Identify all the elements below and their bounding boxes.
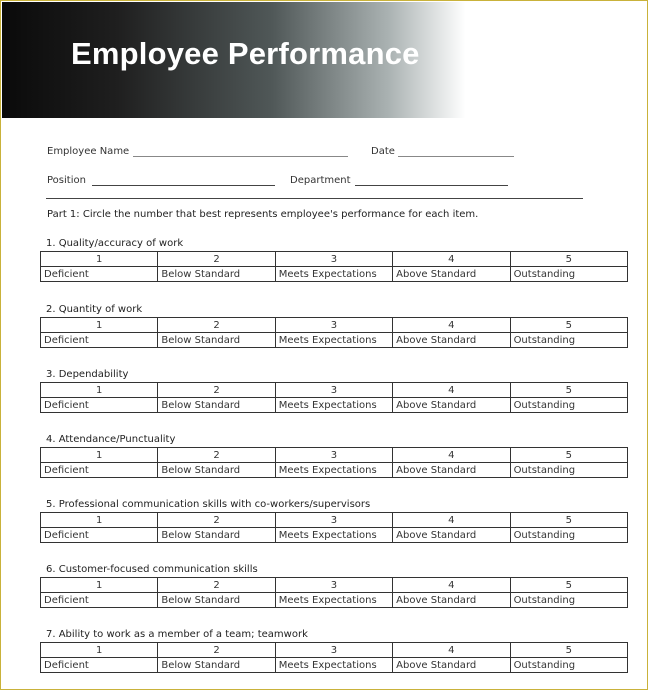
question-section-5 — [40, 498, 630, 543]
rating-option-3[interactable]: 3 — [275, 513, 392, 528]
rating-label-deficient: Deficient — [41, 528, 158, 543]
rating-option-4[interactable]: 4 — [393, 383, 510, 398]
rating-label-outstanding: Outstanding — [510, 463, 627, 478]
rating-option-4[interactable]: 4 — [393, 643, 510, 658]
rating-scale — [40, 512, 628, 543]
rating-option-1[interactable]: 1 — [41, 383, 158, 398]
rating-scale — [40, 642, 628, 673]
rating-label-outstanding: Outstanding — [510, 333, 627, 348]
employee-name-field[interactable] — [133, 156, 348, 157]
question-section-6 — [40, 563, 630, 608]
rating-option-4[interactable]: 4 — [393, 252, 510, 267]
section-divider — [46, 198, 583, 199]
rating-label-outstanding: Outstanding — [510, 658, 627, 673]
question-label: 5. Professional communication skills with co-workers/supervisors — [46, 499, 371, 510]
rating-scale — [40, 317, 628, 348]
rating-label-deficient: Deficient — [41, 463, 158, 478]
question-label: 3. Dependability — [46, 369, 129, 380]
rating-label-outstanding: Outstanding — [510, 398, 627, 413]
rating-option-2[interactable]: 2 — [158, 643, 275, 658]
question-section-2 — [40, 303, 630, 348]
rating-option-1[interactable]: 1 — [41, 448, 158, 463]
rating-label-deficient: Deficient — [41, 267, 158, 282]
position-field[interactable] — [92, 185, 275, 186]
rating-scale — [40, 251, 628, 282]
rating-option-2[interactable]: 2 — [158, 252, 275, 267]
rating-option-5[interactable]: 5 — [510, 318, 627, 333]
rating-option-5[interactable]: 5 — [510, 513, 627, 528]
rating-label-outstanding: Outstanding — [510, 593, 627, 608]
rating-label-deficient: Deficient — [41, 593, 158, 608]
rating-label-outstanding: Outstanding — [510, 267, 627, 282]
rating-option-2[interactable]: 2 — [158, 448, 275, 463]
date-label: Date — [371, 146, 395, 157]
rating-label-below-standard: Below Standard — [158, 267, 275, 282]
rating-option-2[interactable]: 2 — [158, 513, 275, 528]
employee-name-label: Employee Name — [47, 146, 130, 157]
rating-scale — [40, 447, 628, 478]
rating-scale — [40, 382, 628, 413]
rating-label-below-standard: Below Standard — [158, 528, 275, 543]
question-label: 1. Quality/accuracy of work — [46, 238, 184, 249]
rating-scale — [40, 577, 628, 608]
rating-label-meets-expectations: Meets Expectations — [275, 463, 392, 478]
rating-option-3[interactable]: 3 — [275, 448, 392, 463]
department-field[interactable] — [355, 185, 508, 186]
rating-label-meets-expectations: Meets Expectations — [275, 333, 392, 348]
rating-label-meets-expectations: Meets Expectations — [275, 593, 392, 608]
header-banner — [2, 2, 646, 118]
rating-label-above-standard: Above Standard — [393, 333, 510, 348]
rating-option-2[interactable]: 2 — [158, 383, 275, 398]
rating-label-above-standard: Above Standard — [393, 398, 510, 413]
rating-option-2[interactable]: 2 — [158, 578, 275, 593]
rating-label-above-standard: Above Standard — [393, 658, 510, 673]
rating-option-5[interactable]: 5 — [510, 448, 627, 463]
rating-option-5[interactable]: 5 — [510, 643, 627, 658]
rating-label-deficient: Deficient — [41, 658, 158, 673]
date-field[interactable] — [398, 156, 514, 157]
rating-label-below-standard: Below Standard — [158, 398, 275, 413]
rating-option-5[interactable]: 5 — [510, 578, 627, 593]
rating-option-1[interactable]: 1 — [41, 318, 158, 333]
rating-option-5[interactable]: 5 — [510, 383, 627, 398]
rating-option-3[interactable]: 3 — [275, 252, 392, 267]
rating-option-4[interactable]: 4 — [393, 578, 510, 593]
rating-option-1[interactable]: 1 — [41, 252, 158, 267]
rating-label-meets-expectations: Meets Expectations — [275, 528, 392, 543]
rating-label-above-standard: Above Standard — [393, 463, 510, 478]
rating-option-3[interactable]: 3 — [275, 578, 392, 593]
rating-label-outstanding: Outstanding — [510, 528, 627, 543]
rating-label-below-standard: Below Standard — [158, 658, 275, 673]
rating-option-5[interactable]: 5 — [510, 252, 627, 267]
rating-label-meets-expectations: Meets Expectations — [275, 267, 392, 282]
position-label: Position — [47, 175, 86, 186]
rating-option-4[interactable]: 4 — [393, 513, 510, 528]
instructions-text: Part 1: Circle the number that best represents employee's performance for each item. — [47, 209, 479, 220]
rating-option-2[interactable]: 2 — [158, 318, 275, 333]
department-label: Department — [290, 175, 351, 186]
rating-option-3[interactable]: 3 — [275, 383, 392, 398]
question-label: 7. Ability to work as a member of a team; teamwork — [46, 629, 308, 640]
rating-option-1[interactable]: 1 — [41, 643, 158, 658]
question-section-3 — [40, 368, 630, 413]
rating-label-above-standard: Above Standard — [393, 593, 510, 608]
rating-label-meets-expectations: Meets Expectations — [275, 658, 392, 673]
rating-label-above-standard: Above Standard — [393, 267, 510, 282]
question-label: 2. Quantity of work — [46, 304, 143, 315]
question-label: 6. Customer-focused communication skills — [46, 564, 258, 575]
rating-option-1[interactable]: 1 — [41, 513, 158, 528]
rating-label-below-standard: Below Standard — [158, 463, 275, 478]
rating-option-4[interactable]: 4 — [393, 318, 510, 333]
rating-option-3[interactable]: 3 — [275, 318, 392, 333]
rating-label-below-standard: Below Standard — [158, 593, 275, 608]
rating-label-deficient: Deficient — [41, 333, 158, 348]
question-section-1 — [40, 237, 630, 282]
question-section-4 — [40, 433, 630, 478]
rating-option-1[interactable]: 1 — [41, 578, 158, 593]
rating-option-3[interactable]: 3 — [275, 643, 392, 658]
rating-label-below-standard: Below Standard — [158, 333, 275, 348]
rating-label-deficient: Deficient — [41, 398, 158, 413]
question-label: 4. Attendance/Punctuality — [46, 434, 176, 445]
question-section-7 — [40, 628, 630, 673]
rating-label-above-standard: Above Standard — [393, 528, 510, 543]
rating-option-4[interactable]: 4 — [393, 448, 510, 463]
form-title: Employee Performance — [71, 36, 420, 71]
rating-label-meets-expectations: Meets Expectations — [275, 398, 392, 413]
